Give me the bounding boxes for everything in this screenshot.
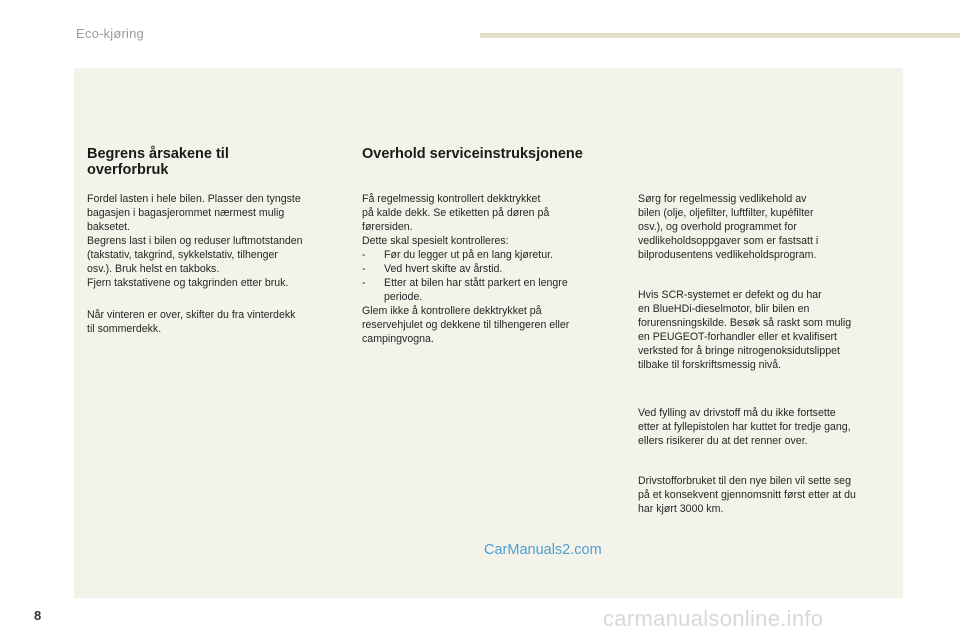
- list-item: [362, 248, 627, 262]
- list-item: [362, 276, 627, 304]
- text-line: Før du legger ut på en lang kjøretur.: [384, 249, 553, 261]
- text-line: Sørg for regelmessig vedlikehold av: [638, 193, 807, 205]
- middle-column: [362, 146, 627, 346]
- text-line: Fordel lasten i hele bilen. Plasser den tyngste: [87, 193, 301, 205]
- text-line: Glem ikke å kontrollere dekktrykket på: [362, 305, 542, 317]
- text-line: Ved hvert skifte av årstid.: [384, 263, 503, 275]
- text-line: tilbake til forskriftsmessig nivå.: [638, 359, 782, 371]
- carmanuals-watermark-link[interactable]: CarManuals2.com: [484, 542, 602, 558]
- text-line: til sommerdekk.: [87, 323, 162, 335]
- left-column: [87, 146, 347, 336]
- text-line: campingvogna.: [362, 333, 434, 345]
- text-line: Etter at bilen har stått parkert en lengre: [384, 277, 568, 289]
- right-paragraph-3: [638, 406, 900, 448]
- text-line: bagasjen i bagasjerommet nærmest mulig: [87, 207, 285, 219]
- footer-watermark: carmanualsonline.info: [603, 606, 824, 631]
- header-rule: [480, 33, 960, 38]
- text-line: Begrens last i bilen og reduser luftmotstanden: [87, 235, 303, 247]
- check-list: [362, 248, 627, 304]
- middle-outro: [362, 304, 627, 346]
- text-line: på et konsekvent gjennomsnitt først etter at du: [638, 489, 856, 501]
- left-heading-line2: overforbruk: [87, 162, 169, 178]
- list-dash: -: [362, 277, 366, 289]
- text-line: Når vinteren er over, skifter du fra vinterdekk: [87, 309, 296, 321]
- text-line: på kalde dekk. Se etiketten på døren på: [362, 207, 550, 219]
- text-line: en PEUGEOT-forhandler eller et kvalifisert: [638, 331, 838, 343]
- text-line: førersiden.: [362, 221, 413, 233]
- left-heading: [87, 146, 347, 178]
- middle-heading: Overhold serviceinstruksjonene: [362, 146, 583, 162]
- text-line: har kjørt 3000 km.: [638, 503, 724, 515]
- text-line: vedlikeholdsoppgaver som er fastsatt i: [638, 235, 819, 247]
- text-line: en BlueHDi-dieselmotor, blir bilen en: [638, 303, 810, 315]
- middle-intro: [362, 192, 627, 248]
- text-line: forurensningskilde. Besøk så raskt som mulig: [638, 317, 852, 329]
- text-line: reservehjulet og dekkene til tilhengeren eller: [362, 319, 570, 331]
- text-line: bilen (olje, oljefilter, luftfilter, kupéfilter: [638, 207, 814, 219]
- text-line: etter at fyllepistolen har kuttet for tredje gang,: [638, 421, 851, 433]
- text-line: periode.: [384, 291, 423, 303]
- page-number: 8: [34, 608, 42, 623]
- list-dash: -: [362, 249, 366, 261]
- text-line: Få regelmessig kontrollert dekktrykket: [362, 193, 541, 205]
- left-paragraph-1: [87, 192, 347, 290]
- text-line: osv.), og overhold programmet for: [638, 221, 797, 233]
- right-paragraph-1: [638, 192, 900, 262]
- list-item: [362, 262, 627, 276]
- left-heading-line1: Begrens årsakene til: [87, 146, 229, 162]
- text-line: osv.). Bruk helst en takboks.: [87, 263, 220, 275]
- text-line: Hvis SCR-systemet er defekt og du har: [638, 289, 822, 301]
- text-line: bilprodusentens vedlikeholdsprogram.: [638, 249, 817, 261]
- text-line: Fjern takstativene og takgrinden etter bruk.: [87, 277, 289, 289]
- section-title: Eco-kjøring: [76, 26, 144, 41]
- right-column: [638, 192, 900, 516]
- text-line: baksetet.: [87, 221, 130, 233]
- right-paragraph-4: [638, 474, 900, 516]
- left-paragraph-2: [87, 308, 347, 336]
- text-line: verksted for å bringe nitrogenoksidutslippet: [638, 345, 840, 357]
- text-line: Drivstofforbruket til den nye bilen vil sette seg: [638, 475, 851, 487]
- text-line: ellers risikerer du at det renner over.: [638, 435, 808, 447]
- text-line: (takstativ, takgrind, sykkelstativ, tilhenger: [87, 249, 278, 261]
- list-dash: -: [362, 263, 366, 275]
- right-paragraph-2: [638, 288, 900, 372]
- text-line: Dette skal spesielt kontrolleres:: [362, 235, 509, 247]
- text-line: Ved fylling av drivstoff må du ikke fortsette: [638, 407, 836, 419]
